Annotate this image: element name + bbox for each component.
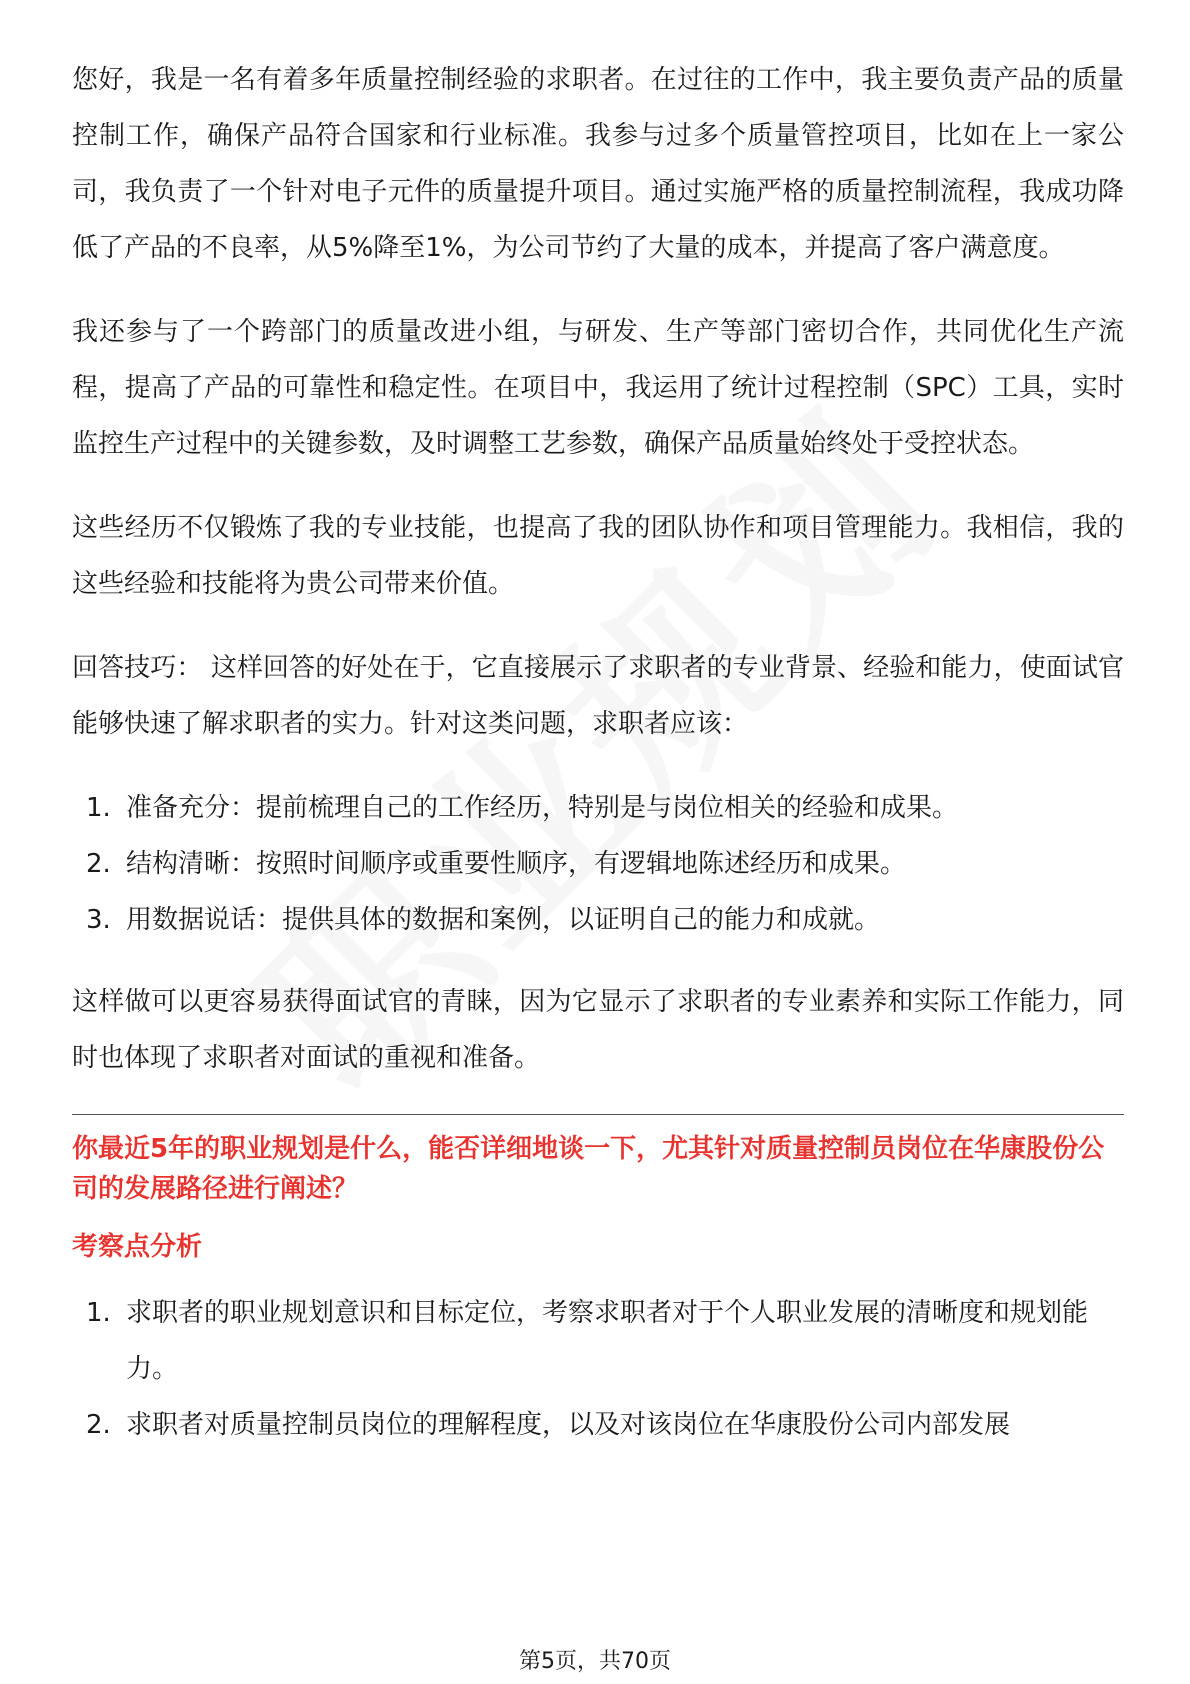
list-item-number: 2. xyxy=(86,849,111,879)
paragraph-answer-intro: 您好，我是一名有着多年质量控制经验的求职者。在过往的工作中，我主要负责产品的质量控制工作，确保产品符合国家和行业标准。我参与过多个质量管控项目，比如在上一家公司，我负责了一个针对电子元件的质量提升项目。通过实施严格的质量控制流程，我成功降低了产品的不良率，从5%降至1%，为公司节约了大量的成本，并提高了客户满意度。 xyxy=(72,65,1124,263)
question-heading: 你最近5年的职业规划是什么，能否详细地谈一下，尤其针对质量控制员岗位在华康股份公司的发展路径进行阐述？ xyxy=(72,1134,1105,1204)
tips-list xyxy=(72,780,1124,948)
paragraph-answer-closing: 这些经历不仅锻炼了我的专业技能，也提高了我的团队协作和项目管理能力。我相信，我的这些经验和技能将为贵公司带来价值。 xyxy=(72,513,1124,599)
analysis-heading: 考察点分析 xyxy=(72,1232,203,1262)
section-divider xyxy=(72,1114,1124,1115)
paragraph-answer-tips: 回答技巧： 这样回答的好处在于，它直接展示了求职者的专业背景、经验和能力，使面试官能够快速了解求职者的实力。针对这类问题，求职者应该： xyxy=(72,653,1124,739)
analysis-list xyxy=(72,1285,1124,1453)
list-item xyxy=(72,780,1124,836)
list-item xyxy=(72,836,1124,892)
paragraph-answer-project: 我还参与了一个跨部门的质量改进小组，与研发、生产等部门密切合作，共同优化生产流程，提高了产品的可靠性和稳定性。在项目中，我运用了统计过程控制（SPC）工具，实时监控生产过程中的关键参数，及时调整工艺参数，确保产品质量始终处于受控状态。 xyxy=(72,317,1124,459)
list-item-number: 3. xyxy=(86,905,111,935)
list-item-number: 2. xyxy=(86,1410,111,1440)
list-item-text: 结构清晰：按照时间顺序或重要性顺序，有逻辑地陈述经历和成果。 xyxy=(126,849,907,879)
paragraph-summary: 这样做可以更容易获得面试官的青睐，因为它显示了求职者的专业素养和实际工作能力，同时也体现了求职者对面试的重视和准备。 xyxy=(72,987,1124,1073)
document-page xyxy=(72,52,1124,1479)
list-item-text: 求职者对质量控制员岗位的理解程度，以及对该岗位在华康股份公司内部发展 xyxy=(126,1410,1011,1440)
list-item-number: 1. xyxy=(86,793,111,823)
list-item xyxy=(72,1397,1124,1453)
list-item-number: 1. xyxy=(86,1298,111,1328)
list-item xyxy=(72,892,1124,948)
page-number: 第5页，共70页 xyxy=(519,1649,671,1674)
list-item xyxy=(72,1285,1124,1397)
list-item-text: 准备充分：提前梳理自己的工作经历，特别是与岗位相关的经验和成果。 xyxy=(126,793,959,823)
list-item-text: 用数据说话：提供具体的数据和案例，以证明自己的能力和成就。 xyxy=(126,905,881,935)
list-item-text: 求职者的职业规划意识和目标定位，考察求职者对于个人职业发展的清晰度和规划能力。 xyxy=(126,1298,1089,1384)
